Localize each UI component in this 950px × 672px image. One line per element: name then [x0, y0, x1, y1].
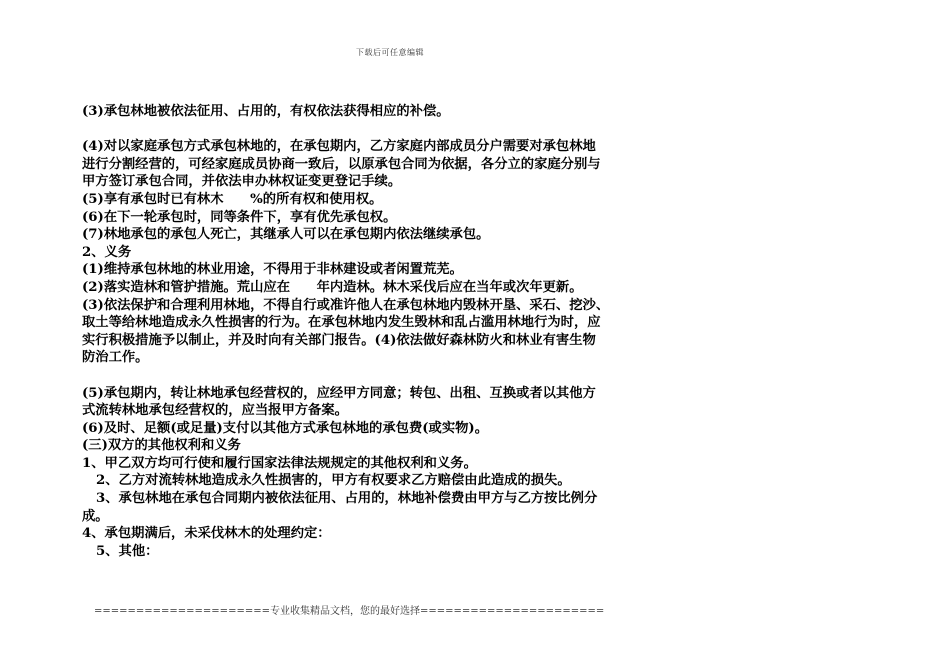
document-body [82, 103, 722, 560]
doc-line: 取土等给林地造成永久性损害的行为。在承包林地内发生毁林和乱占滥用林地行为时，应 [82, 315, 601, 331]
doc-line: 成。 [82, 508, 109, 524]
blank-line [82, 121, 722, 139]
doc-line: (2)落实造林和管护措施。荒山应在 年内造林。林木采伐后应在当年或次年更新。 [82, 279, 583, 295]
doc-line: 实行积极措施予以制止，并及时向有关部门报告。(4)依法做好森林防火和林业有害生物 [82, 332, 596, 348]
header-note: 下载后可任意编辑 [356, 48, 424, 57]
doc-line: 3、承包林地在承包合同期内被依法征用、占用的，林地补偿费由甲方与乙方按比例分 [96, 491, 598, 507]
doc-line: (5)承包期内，转让林地承包经营权的，应经甲方同意；转包、出租、互换或者以其他方 [82, 385, 596, 401]
doc-line: 进行分割经营的，可经家庭成员协商一致后，以原承包合同为依据，各分立的家庭分别与 [82, 156, 601, 172]
section-heading: 2、义务 [82, 244, 132, 260]
doc-line: (5)享有承包时已有林木 %的所有权和使用权。 [82, 191, 383, 207]
doc-line: 甲方签订承包合同，并依法申办林权证变更登记手续。 [82, 174, 402, 190]
doc-line: (4)对以家庭承包方式承包林地的，在承包期内，乙方家庭内部成员分户需要对承包林地 [82, 139, 596, 155]
doc-line: (6)及时、足额(或足量)支付以其他方式承包林地的承包费(或实物)。 [82, 420, 489, 436]
doc-line: (7)林地承包的承包人死亡，其继承人可以在承包期内依法继续承包。 [82, 227, 490, 243]
doc-line: (3)依法保护和合理利用林地，不得自行或准许他人在承包林地内毁林开垦、采石、挖沙、 [82, 297, 610, 313]
doc-line: 1、甲乙双方均可行使和履行国家法律法规规定的其他权利和义务。 [82, 455, 477, 471]
doc-line: 2、乙方对流转林地造成永久性损害的，甲方有权要求乙方赔偿由此造成的损失。 [96, 473, 571, 489]
doc-line: 4、承包期满后，未采伐林木的处理约定： [82, 526, 331, 542]
doc-line: 式流转林地承包经营权的，应当报甲方备案。 [82, 403, 348, 419]
section-heading: (三)双方的其他权利和义务 [82, 438, 241, 454]
doc-line: 5、其他： [96, 543, 159, 559]
doc-line: (1)维持承包林地的林业用途，不得用于非林建设或者闲置荒芜。 [82, 262, 463, 278]
footer-note: =====================专业收集精品文档，您的最好选择====================== [94, 606, 605, 617]
doc-line: 防治工作。 [82, 350, 149, 366]
doc-line: (6)在下一轮承包时，同等条件下，享有优先承包权。 [82, 209, 397, 225]
blank-line [82, 367, 722, 385]
doc-line: (3)承包林地被依法征用、占用的，有权依法获得相应的补偿。 [82, 104, 450, 119]
